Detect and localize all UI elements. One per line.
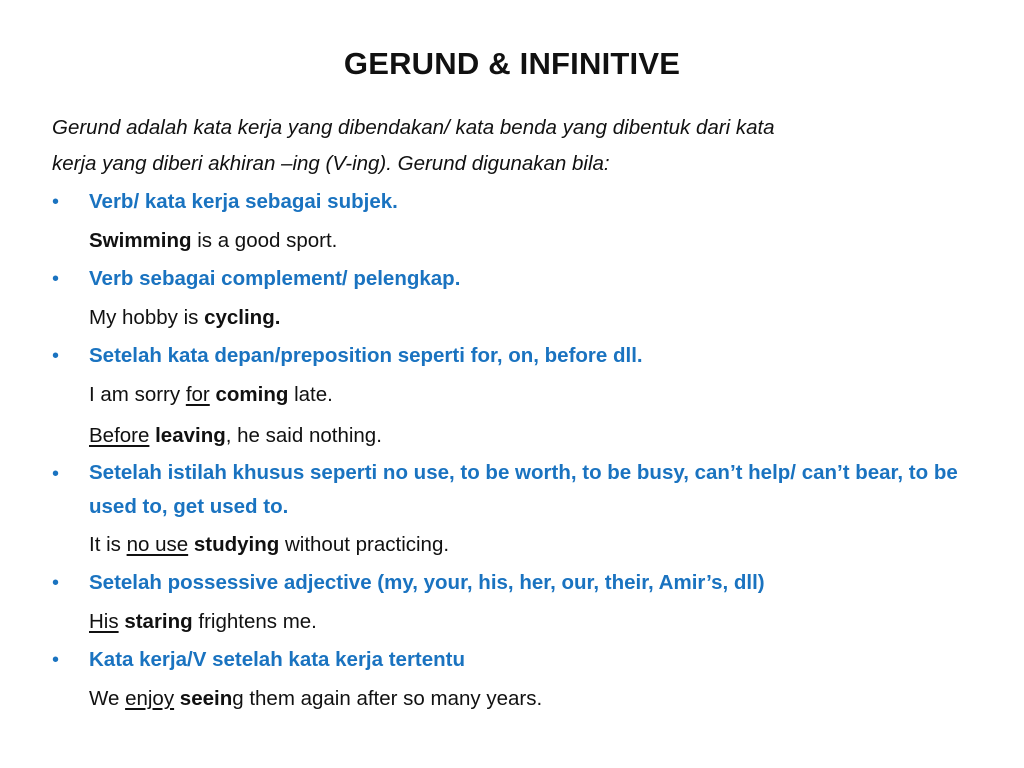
gerund-word: studying [193,533,280,556]
example-sentence [52,374,992,415]
rule-text: Setelah possessive adjective (my, your, his, her, our, their, Amir’s, dll) [89,571,765,594]
example-text: It is [89,533,127,556]
example-text: g them again after so many years. [232,687,543,710]
slide-title: GERUND & INFINITIVE [343,46,681,81]
rule-item [52,456,992,565]
rule-heading [52,338,992,374]
intro-paragraph [52,110,987,182]
rule-text: Verb sebagai complement/ pelengkap. [89,267,461,290]
rule-item [52,261,992,338]
rule-heading [52,261,992,297]
example-text: is a good sport. [191,229,338,252]
gerund-word: leaving [155,424,226,447]
preposition-word: Before [89,424,150,447]
example-sentence [52,220,992,261]
bullet-icon: • [52,268,60,290]
example-text: late. [288,383,333,406]
example-text: I am sorry [89,383,186,406]
possessive-word: His [89,610,119,633]
intro-line: Gerund adalah kata kerja yang dibendakan/ kata benda yang dibentuk dari kata [52,116,775,139]
gerund-word: Swimming [89,229,192,252]
rule-item [52,338,992,456]
gerund-word: seein [179,687,233,710]
gerund-word: cycling. [204,306,281,329]
rule-heading [52,642,992,678]
expression-word: no use [126,533,189,556]
bullet-icon: • [52,191,60,213]
example-text: My hobby is [89,306,205,329]
example-sentence [52,601,992,642]
bullet-icon: • [52,649,60,671]
bullet-icon: • [52,345,60,367]
bullet-icon: • [52,463,60,485]
rule-heading [52,184,992,220]
gerund-word: coming [215,383,289,406]
example-text: , he said nothing. [225,424,382,447]
rule-text: Setelah kata depan/preposition seperti for, on, before dll. [89,344,643,367]
bullet-icon: • [52,572,60,594]
rule-heading [52,456,992,524]
intro-line: kerja yang diberi akhiran –ing (V-ing). Gerund digunakan bila: [52,152,610,175]
example-sentence [52,524,992,565]
example-text: frightens me. [192,610,317,633]
rule-text: Kata kerja/V setelah kata kerja tertentu [89,648,466,671]
example-sentence [52,297,992,338]
rule-item [52,184,992,261]
rule-list [52,184,992,719]
verb-word: enjoy [125,687,175,710]
rule-item [52,565,992,642]
rule-text: Setelah istilah khusus seperti no use, to be worth, to be busy, can’t help/ can’t bear, to be used to, get used to. [89,461,958,518]
rule-text: Verb/ kata kerja sebagai subjek. [89,190,398,213]
example-sentence [52,415,992,456]
example-sentence [52,678,992,719]
rule-item [52,642,992,719]
rule-heading [52,565,992,601]
gerund-word: staring [124,610,193,633]
example-text: We [89,687,126,710]
preposition-word: for [185,383,210,406]
example-text: without practicing. [279,533,450,556]
